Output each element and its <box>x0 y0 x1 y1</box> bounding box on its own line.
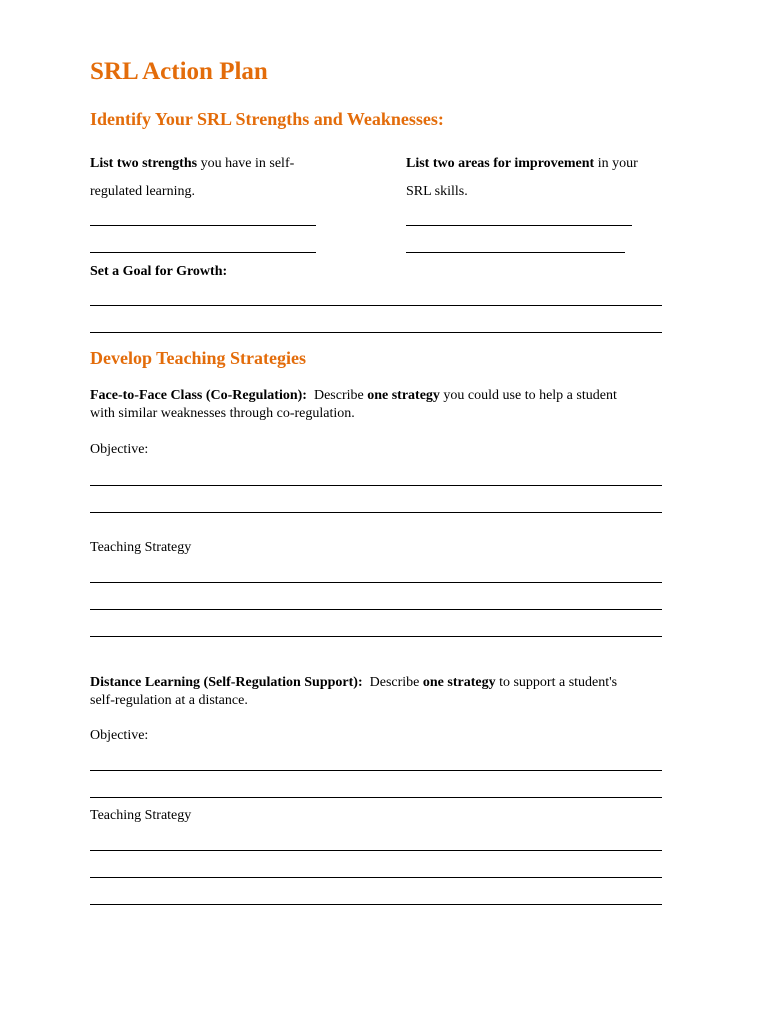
strategy-answer-line <box>90 904 662 905</box>
objective-answer-line <box>90 797 662 798</box>
strategy-answer-line <box>90 582 662 583</box>
distance-label: Distance Learning (Self-Regulation Support): <box>90 675 363 690</box>
distance-objective-label: Objective: <box>90 728 149 743</box>
objective-answer-line <box>90 485 662 486</box>
strengths-prompt-bold: List two strengths <box>90 156 198 171</box>
section-heading-strategies: Develop Teaching Strategies <box>90 348 306 368</box>
strategy-answer-line <box>90 850 662 851</box>
strategy-answer-line <box>90 877 662 878</box>
distance-prompt-line1 <box>90 674 617 691</box>
face-to-face-strategy-label: Teaching Strategy <box>90 540 192 555</box>
strengths-prompt-line1 <box>90 155 294 172</box>
strength-answer-line <box>90 225 316 226</box>
goal-answer-line <box>90 305 662 306</box>
face-to-face-rest: you could use to help a student <box>439 388 617 403</box>
face-to-face-prompt-line1 <box>90 387 617 404</box>
strategy-answer-line <box>90 636 662 637</box>
strengths-prompt-line2: regulated learning. <box>90 184 195 199</box>
improvement-prompt-line2: SRL skills. <box>406 184 468 199</box>
objective-answer-line <box>90 512 662 513</box>
distance-prompt-line2: self-regulation at a distance. <box>90 693 248 708</box>
goal-label: Set a Goal for Growth: <box>90 264 228 279</box>
strengths-prompt-rest: you have in self- <box>197 156 295 171</box>
improvement-prompt-bold: List two areas for improvement <box>406 156 595 171</box>
page-title: SRL Action Plan <box>90 58 268 85</box>
distance-rest: to support a student's <box>495 675 618 690</box>
improvement-answer-line <box>406 225 632 226</box>
face-to-face-label: Face-to-Face Class (Co-Regulation): <box>90 388 307 403</box>
improvement-answer-line <box>406 252 625 253</box>
strength-answer-line <box>90 252 316 253</box>
face-to-face-emphasis: one strategy <box>367 388 440 403</box>
strategy-answer-line <box>90 609 662 610</box>
distance-strategy-label: Teaching Strategy <box>90 808 192 823</box>
improvement-prompt-rest: in your <box>594 156 638 171</box>
face-to-face-lead: Describe <box>306 388 368 403</box>
section-heading-identify: Identify Your SRL Strengths and Weaknesses: <box>90 109 444 129</box>
face-to-face-objective-label: Objective: <box>90 442 149 457</box>
distance-lead: Describe <box>362 675 423 690</box>
distance-emphasis: one strategy <box>422 675 496 690</box>
improvement-prompt-line1 <box>406 155 638 172</box>
face-to-face-prompt-line2: with similar weaknesses through co-regulation. <box>90 406 355 421</box>
goal-answer-line <box>90 332 662 333</box>
objective-answer-line <box>90 770 662 771</box>
